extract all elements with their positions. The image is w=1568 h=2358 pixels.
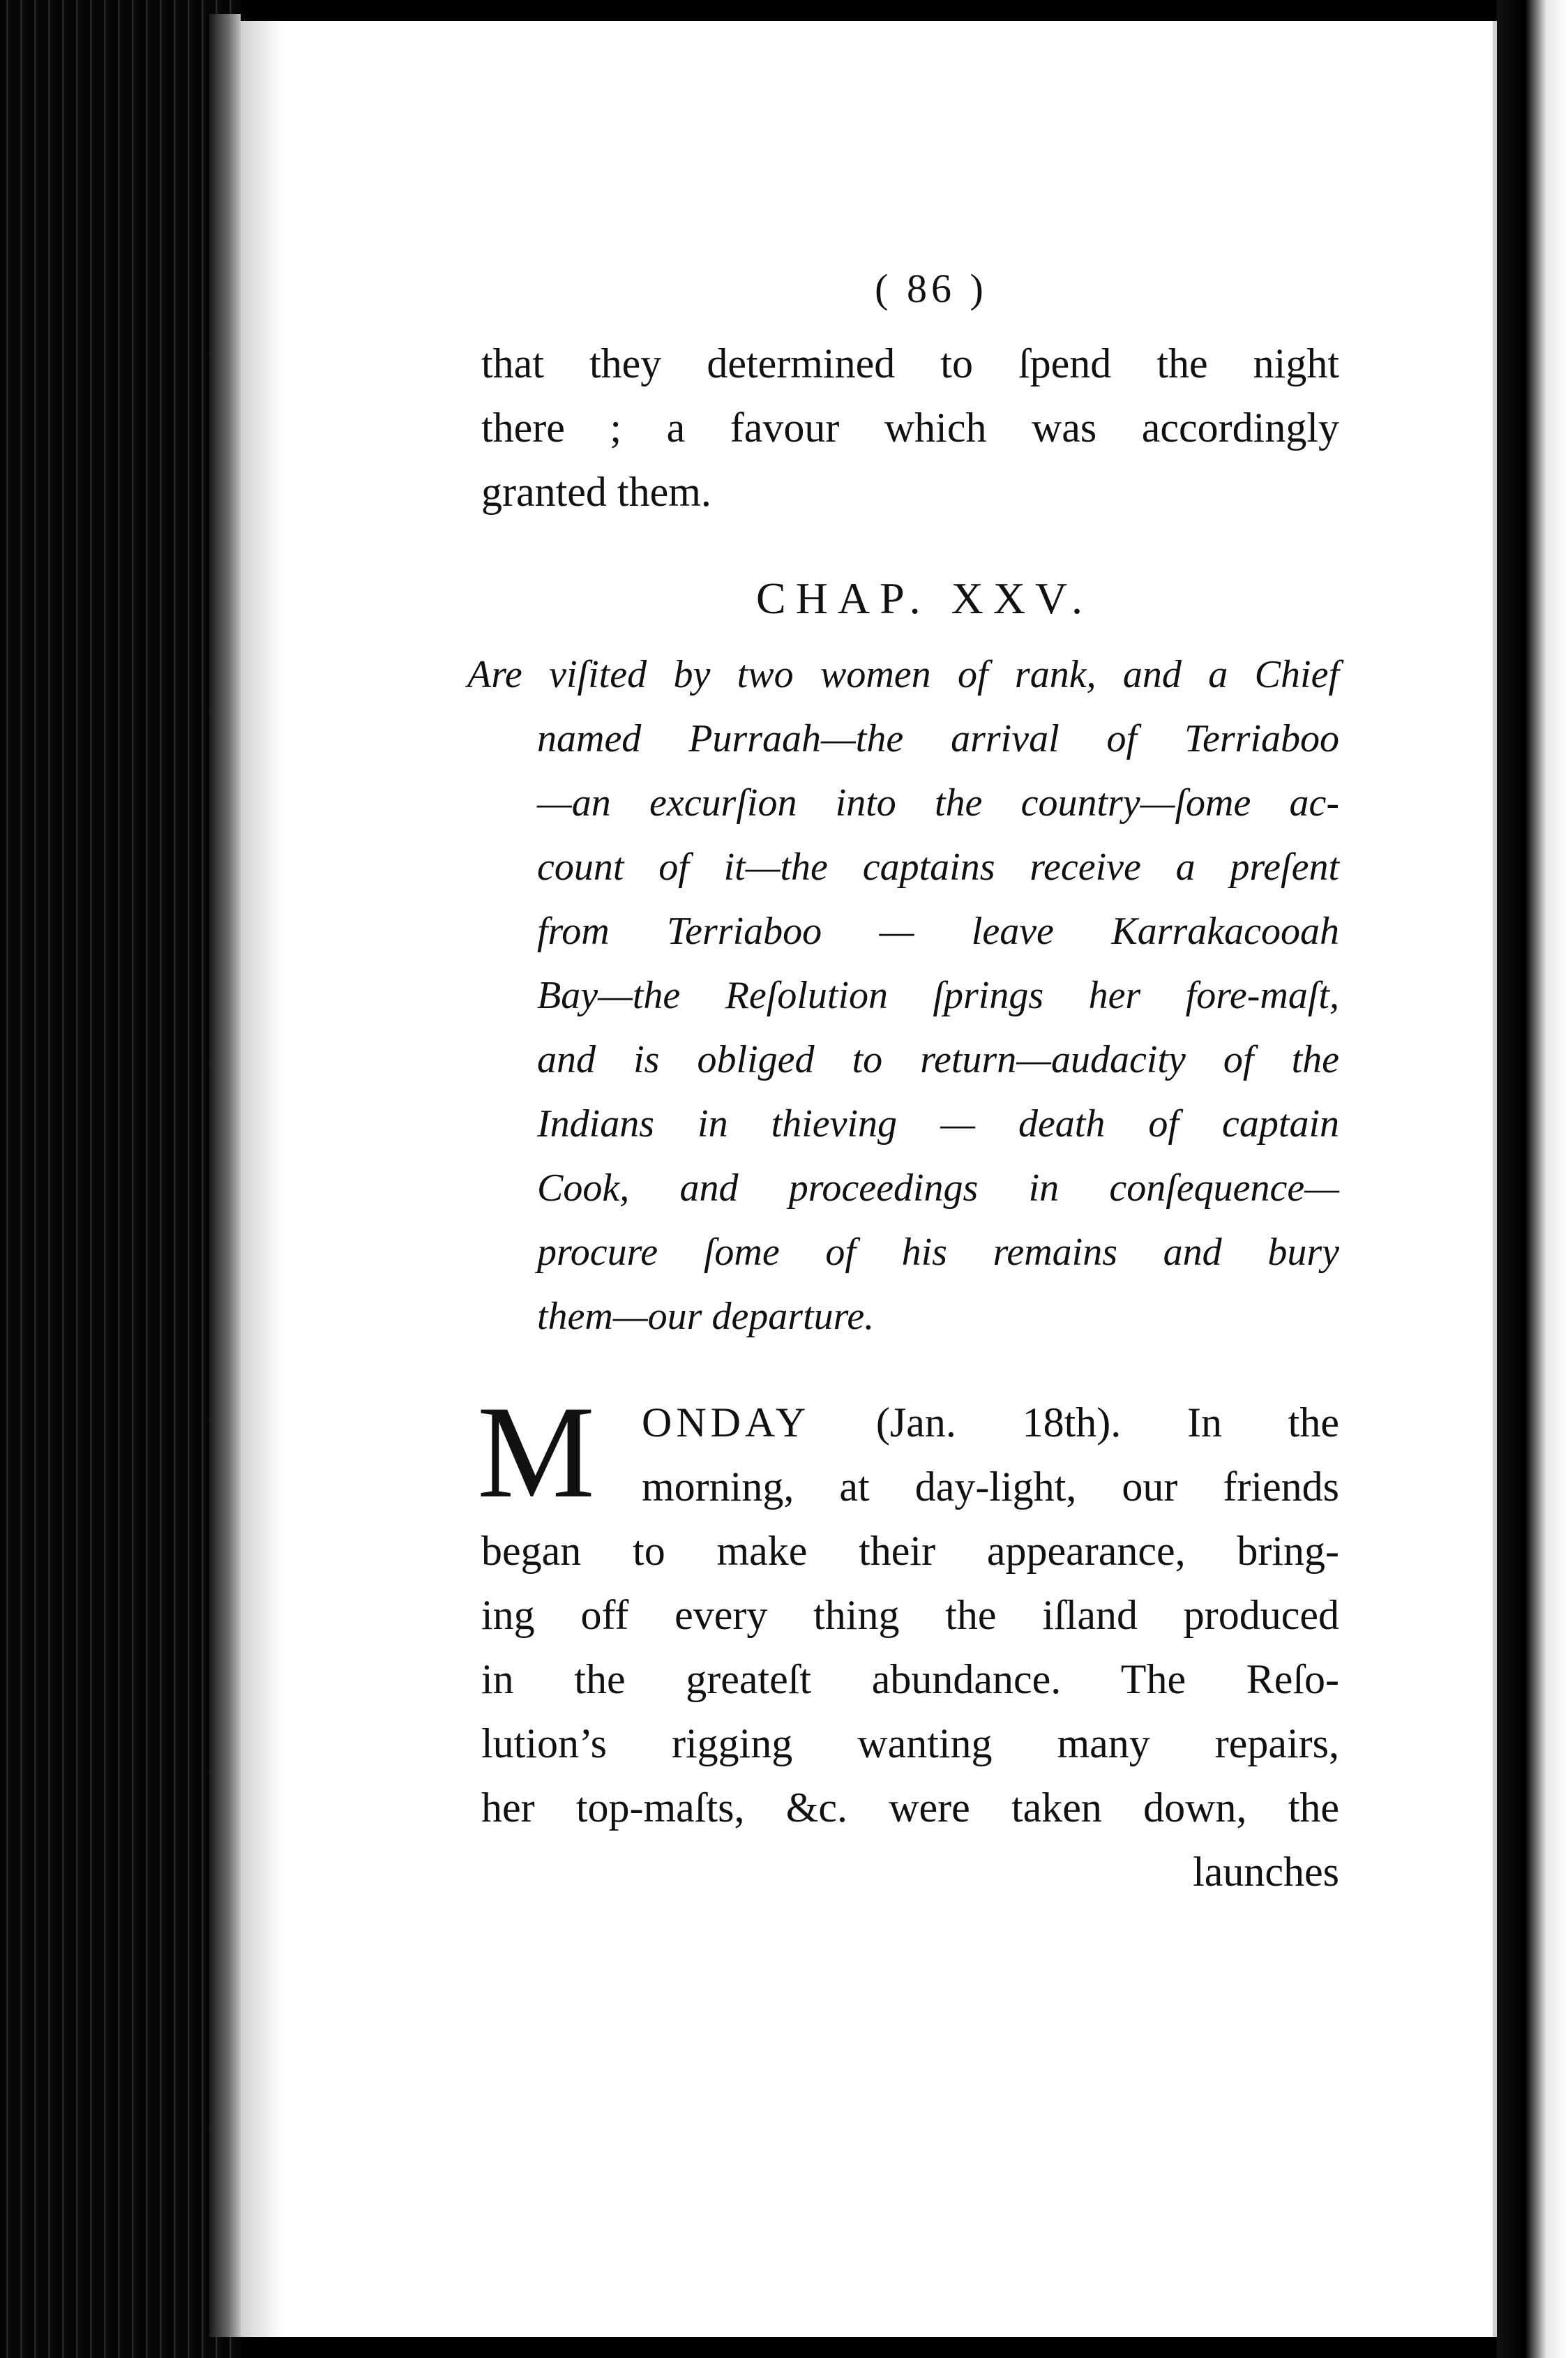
continued-paragraph (481, 331, 1339, 524)
summary-line: Indians in thieving — death of captain (537, 1102, 1339, 1146)
text-line (481, 1390, 1339, 1455)
text-line: lution’s rigging wanting many repairs, (481, 1720, 1339, 1766)
page-number-head: ( 86 ) (875, 266, 988, 311)
page-edge-highlight (209, 14, 241, 2337)
summary-line: Bay—the Reſolution ſprings her fore-maſt, (537, 974, 1339, 1017)
book-page-edges (0, 0, 241, 2358)
text-line: began to make their appearance, bring- (481, 1528, 1339, 1574)
catchword: launches (1193, 1849, 1339, 1895)
summary-line: from Terriaboo — leave Karrakacooah (537, 910, 1339, 953)
text-line: her top-maſts, &c. were taken down, the (481, 1785, 1339, 1831)
summary-line: procure ſome of his remains and bury (537, 1231, 1339, 1274)
text-line: granted them. (481, 469, 711, 515)
gutter-shadow (241, 21, 282, 2337)
summary-line: count of it—the captains receive a preſent (537, 846, 1339, 889)
drop-cap: M (477, 1379, 595, 1526)
text-line: that they determined to ſpend the night (481, 340, 1339, 386)
facing-page-edge (1497, 0, 1568, 2358)
opening-paragraph (477, 1379, 1339, 1840)
summary-line: named Purraah—the arrival of Terriaboo (537, 717, 1339, 760)
summary-line: and is obliged to return—audacity of the (537, 1038, 1339, 1081)
summary-line: Are viſited by two women of rank, and a Chief (467, 653, 1339, 696)
text-line: ing off every thing the iſland produced (481, 1592, 1339, 1638)
chapter-heading: CHAP. XXV. (755, 573, 1093, 623)
summary-line: them—our departure. (537, 1295, 875, 1338)
opening-first-word: ONDAY (642, 1399, 811, 1445)
page-text (467, 265, 1339, 1904)
summary-line: Cook, and proceedings in conſequence— (537, 1166, 1339, 1210)
summary-line: —an excurſion into the country—ſome ac- (537, 781, 1339, 825)
text-line: there ; a favour which was accordingly (481, 405, 1339, 451)
opening-line-rest: (Jan. 18th). In the (810, 1399, 1339, 1445)
text-line: in the greateſt abundance. The Reſo- (481, 1656, 1339, 1702)
text-line: morning, at day-light, our friends (642, 1464, 1339, 1510)
chapter-summary (467, 643, 1339, 1349)
